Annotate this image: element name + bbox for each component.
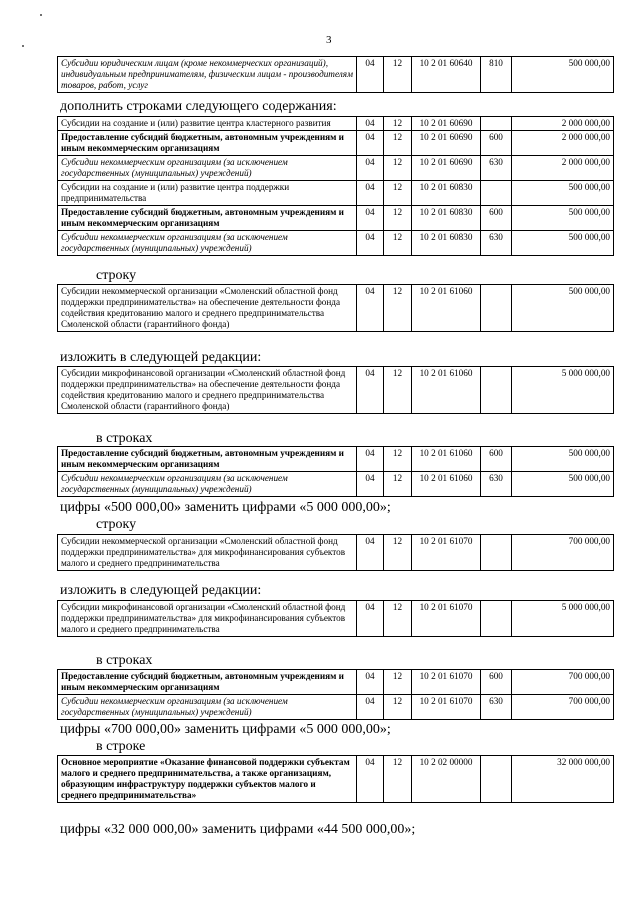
table-row — [58, 181, 614, 206]
cell-section: 04 — [357, 670, 384, 695]
cell-subsection: 12 — [384, 181, 412, 206]
cell-expense-type: 600 — [481, 670, 512, 695]
table-row — [58, 601, 614, 637]
cell-name: Предоставление субсидий бюджетным, автономным учреждениям и иным некоммерческим организациям — [58, 206, 357, 231]
cell-section: 04 — [357, 285, 384, 332]
cell-subsection: 12 — [384, 670, 412, 695]
cell-section: 04 — [357, 601, 384, 637]
table — [57, 116, 614, 256]
table-row — [58, 472, 614, 497]
cell-amount: 500 000,00 — [512, 285, 614, 332]
cell-expense-type — [481, 285, 512, 332]
budget-table — [57, 446, 613, 497]
cell-target-code: 10 2 01 61060 — [412, 367, 481, 414]
instruction-text: дополнить строками следующего содержания: — [60, 99, 337, 114]
cell-amount: 2 000 000,00 — [512, 156, 614, 181]
instruction-text: строку — [96, 268, 137, 283]
page-number: 3 — [326, 34, 332, 46]
cell-expense-type — [481, 117, 512, 131]
budget-table — [57, 366, 613, 414]
cell-name: Субсидии юридическим лицам (кроме некоммерческих организаций), индивидуальным предпринимателям, физическим лицам - производителям товаров, работ, услуг — [58, 57, 357, 93]
cell-target-code: 10 2 01 60690 — [412, 117, 481, 131]
table-row — [58, 57, 614, 93]
cell-target-code: 10 2 01 61060 — [412, 472, 481, 497]
cell-amount: 2 000 000,00 — [512, 117, 614, 131]
instruction-text: цифры «32 000 000,00» заменить цифрами «44 500 000,00»; — [60, 822, 416, 837]
instruction-text: в строке — [96, 739, 146, 754]
cell-name: Субсидии некоммерческим организациям (за исключением государственных (муниципальных) учреждений) — [58, 695, 357, 720]
cell-expense-type — [481, 181, 512, 206]
cell-section: 04 — [357, 117, 384, 131]
table-row — [58, 756, 614, 803]
cell-amount: 500 000,00 — [512, 57, 614, 93]
table-row — [58, 131, 614, 156]
cell-name: Субсидии на создание и (или) развитие центра поддержки предпринимательства — [58, 181, 357, 206]
cell-name: Субсидии некоммерческим организациям (за исключением государственных (муниципальных) учреждений) — [58, 231, 357, 256]
cell-target-code: 10 2 01 61070 — [412, 695, 481, 720]
table — [57, 669, 614, 720]
table — [57, 755, 614, 803]
cell-subsection: 12 — [384, 601, 412, 637]
cell-section: 04 — [357, 131, 384, 156]
cell-expense-type: 600 — [481, 131, 512, 156]
table-row — [58, 117, 614, 131]
cell-section: 04 — [357, 447, 384, 472]
cell-amount: 500 000,00 — [512, 447, 614, 472]
cell-target-code: 10 2 01 61070 — [412, 535, 481, 571]
cell-expense-type — [481, 601, 512, 637]
cell-expense-type: 630 — [481, 695, 512, 720]
table — [57, 366, 614, 414]
cell-name: Субсидии микрофинансовой организации «Смоленский областной фонд поддержки предпринимательства» на обеспечение деятельности фонда содействия кредитованию малого и среднего предпринимательства Смоленской области (гарантийного фонда) — [58, 367, 357, 414]
cell-target-code: 10 2 01 60830 — [412, 181, 481, 206]
cell-subsection: 12 — [384, 695, 412, 720]
cell-section: 04 — [357, 472, 384, 497]
cell-target-code: 10 2 01 60690 — [412, 156, 481, 181]
table-row — [58, 156, 614, 181]
cell-expense-type: 630 — [481, 231, 512, 256]
cell-amount: 700 000,00 — [512, 535, 614, 571]
cell-amount: 5 000 000,00 — [512, 601, 614, 637]
cell-expense-type: 600 — [481, 206, 512, 231]
cell-name: Предоставление субсидий бюджетным, автономным учреждениям и иным некоммерческим организациям — [58, 131, 357, 156]
table-row — [58, 285, 614, 332]
cell-amount: 2 000 000,00 — [512, 131, 614, 156]
cell-subsection: 12 — [384, 231, 412, 256]
table-row — [58, 206, 614, 231]
cell-name: Основное мероприятие «Оказание финансовой поддержки субъектам малого и среднего предпринимательства, а также организациям, образующим инфраструктуру поддержки субъектов малого и среднего предпринимательства» — [58, 756, 357, 803]
cell-name: Субсидии некоммерческой организации «Смоленский областной фонд поддержки предпринимательства» для микрофинансирования субъектов малого и среднего предпринимательства — [58, 535, 357, 571]
cell-subsection: 12 — [384, 447, 412, 472]
cell-section: 04 — [357, 181, 384, 206]
cell-target-code: 10 2 01 60640 — [412, 57, 481, 93]
cell-amount: 500 000,00 — [512, 231, 614, 256]
budget-table — [57, 284, 613, 332]
cell-subsection: 12 — [384, 57, 412, 93]
cell-target-code: 10 2 01 61060 — [412, 285, 481, 332]
instruction-text: в строках — [96, 431, 153, 446]
budget-table — [57, 669, 613, 720]
table-row — [58, 695, 614, 720]
cell-subsection: 12 — [384, 117, 412, 131]
cell-amount: 700 000,00 — [512, 670, 614, 695]
cell-expense-type: 630 — [481, 472, 512, 497]
cell-name: Субсидии некоммерческим организациям (за исключением государственных (муниципальных) учреждений) — [58, 156, 357, 181]
table-row — [58, 231, 614, 256]
instruction-text: в строках — [96, 653, 153, 668]
table-row — [58, 367, 614, 414]
instruction-text: изложить в следующей редакции: — [60, 583, 262, 598]
cell-target-code: 10 2 01 60830 — [412, 206, 481, 231]
cell-subsection: 12 — [384, 131, 412, 156]
cell-subsection: 12 — [384, 367, 412, 414]
budget-table — [57, 534, 613, 571]
cell-expense-type — [481, 535, 512, 571]
cell-section: 04 — [357, 206, 384, 231]
table — [57, 600, 614, 637]
cell-section: 04 — [357, 695, 384, 720]
instruction-text: цифры «700 000,00» заменить цифрами «5 000 000,00»; — [60, 722, 391, 737]
cell-amount: 5 000 000,00 — [512, 367, 614, 414]
table-row — [58, 535, 614, 571]
cell-target-code: 10 2 01 61070 — [412, 601, 481, 637]
budget-table — [57, 600, 613, 637]
cell-subsection: 12 — [384, 156, 412, 181]
cell-section: 04 — [357, 156, 384, 181]
cell-section: 04 — [357, 756, 384, 803]
cell-section: 04 — [357, 535, 384, 571]
table — [57, 534, 614, 571]
cell-section: 04 — [357, 231, 384, 256]
cell-target-code: 10 2 02 00000 — [412, 756, 481, 803]
cell-name: Субсидии некоммерческим организациям (за исключением государственных (муниципальных) учреждений) — [58, 472, 357, 497]
cell-subsection: 12 — [384, 206, 412, 231]
cell-section: 04 — [357, 367, 384, 414]
cell-amount: 500 000,00 — [512, 181, 614, 206]
cell-expense-type — [481, 367, 512, 414]
cell-subsection: 12 — [384, 535, 412, 571]
cell-section: 04 — [357, 57, 384, 93]
cell-subsection: 12 — [384, 756, 412, 803]
table — [57, 446, 614, 497]
cell-amount: 500 000,00 — [512, 206, 614, 231]
scan-speck — [22, 45, 24, 47]
cell-subsection: 12 — [384, 285, 412, 332]
cell-subsection: 12 — [384, 472, 412, 497]
table-row — [58, 670, 614, 695]
table — [57, 56, 614, 93]
instruction-text: цифры «500 000,00» заменить цифрами «5 000 000,00»; — [60, 500, 391, 515]
cell-expense-type — [481, 756, 512, 803]
cell-name: Предоставление субсидий бюджетным, автономным учреждениям и иным некоммерческим организациям — [58, 447, 357, 472]
instruction-text: изложить в следующей редакции: — [60, 350, 262, 365]
cell-name: Субсидии на создание и (или) развитие центра кластерного развития — [58, 117, 357, 131]
budget-table — [57, 116, 613, 256]
instruction-text: строку — [96, 517, 137, 532]
table — [57, 284, 614, 332]
cell-name: Субсидии некоммерческой организации «Смоленский областной фонд поддержки предпринимательства» на обеспечение деятельности фонда содействия кредитованию малого и среднего предпринимательства Смоленской области (гарантийного фонда) — [58, 285, 357, 332]
cell-target-code: 10 2 01 61060 — [412, 447, 481, 472]
cell-name: Предоставление субсидий бюджетным, автономным учреждениям и иным некоммерческим организациям — [58, 670, 357, 695]
cell-expense-type: 810 — [481, 57, 512, 93]
cell-expense-type: 630 — [481, 156, 512, 181]
cell-target-code: 10 2 01 60690 — [412, 131, 481, 156]
cell-target-code: 10 2 01 60830 — [412, 231, 481, 256]
budget-table — [57, 755, 613, 803]
cell-target-code: 10 2 01 61070 — [412, 670, 481, 695]
cell-amount: 700 000,00 — [512, 695, 614, 720]
cell-name: Субсидии микрофинансовой организации «Смоленский областной фонд поддержки предпринимательства» для микрофинансирования субъектов малого и среднего предпринимательства — [58, 601, 357, 637]
budget-table — [57, 56, 613, 93]
cell-expense-type: 600 — [481, 447, 512, 472]
scan-speck — [40, 14, 42, 16]
cell-amount: 32 000 000,00 — [512, 756, 614, 803]
cell-amount: 500 000,00 — [512, 472, 614, 497]
table-row — [58, 447, 614, 472]
